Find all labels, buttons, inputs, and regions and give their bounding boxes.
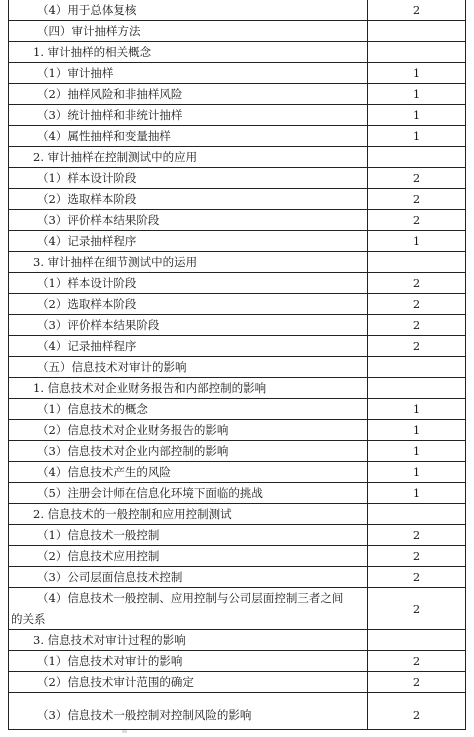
table-row bbox=[9, 357, 465, 378]
table-row bbox=[9, 231, 465, 252]
row-text: 3. 信息技术对审计过程的影响 bbox=[33, 633, 186, 647]
row-text: 3. 审计抽样在细节测试中的运用 bbox=[33, 255, 198, 269]
table-row bbox=[9, 672, 465, 693]
table-row bbox=[9, 399, 465, 420]
row-text: （1）样本设计阶段 bbox=[37, 276, 137, 290]
row-text: 2. 信息技术的一般控制和应用控制测试 bbox=[33, 507, 232, 521]
table-row bbox=[9, 588, 465, 630]
row-text: （3）评价样本结果阶段 bbox=[37, 213, 160, 227]
row-hours: 2 bbox=[412, 675, 421, 689]
table-row bbox=[9, 42, 465, 63]
row-text bbox=[9, 588, 367, 629]
row-text: （3）统计抽样和非统计抽样 bbox=[37, 108, 183, 122]
row-hours: 2 bbox=[412, 708, 421, 722]
row-hours: 2 bbox=[412, 297, 421, 311]
row-text: （五）信息技术对审计的影响 bbox=[37, 360, 187, 374]
row-text: 2. 审计抽样在控制测试中的应用 bbox=[33, 150, 198, 164]
table-row bbox=[9, 21, 465, 42]
table-row bbox=[9, 315, 465, 336]
table-row bbox=[9, 189, 465, 210]
row-text: （1）信息技术对审计的影响 bbox=[37, 654, 183, 668]
table-row bbox=[9, 483, 465, 504]
row-text: （四）审计抽样方法 bbox=[37, 24, 141, 38]
row-text: （1）信息技术的概念 bbox=[37, 402, 148, 416]
table-row bbox=[9, 147, 465, 168]
row-text: （2）选取样本阶段 bbox=[37, 192, 137, 206]
row-text: （4）用于总体复核 bbox=[37, 3, 137, 17]
row-hours: 1 bbox=[412, 486, 421, 500]
table-row bbox=[9, 105, 465, 126]
row-text: （2）抽样风险和非抽样风险 bbox=[37, 87, 183, 101]
row-text: （3）公司层面信息技术控制 bbox=[37, 570, 183, 584]
table-row bbox=[9, 252, 465, 273]
table-row bbox=[9, 651, 465, 672]
row-text: （4）记录抽样程序 bbox=[37, 339, 137, 353]
row-hours bbox=[368, 378, 465, 398]
row-hours bbox=[368, 42, 465, 62]
row-hours bbox=[368, 504, 465, 524]
row-hours: 1 bbox=[412, 234, 421, 248]
row-hours bbox=[368, 357, 465, 377]
row-hours: 1 bbox=[412, 465, 421, 479]
row-hours: 1 bbox=[412, 108, 421, 122]
row-text: （4）信息技术产生的风险 bbox=[37, 465, 171, 479]
row-text: （1）信息技术一般控制 bbox=[37, 528, 160, 542]
row-text-line1: （4）信息技术一般控制、应用控制与公司层面控制三者之间 bbox=[37, 591, 344, 605]
row-hours bbox=[368, 147, 465, 167]
row-hours: 1 bbox=[412, 66, 421, 80]
row-hours: 1 bbox=[412, 444, 421, 458]
table-row bbox=[9, 336, 465, 357]
table-row bbox=[9, 630, 465, 651]
row-text: （2）信息技术审计范围的确定 bbox=[37, 675, 194, 689]
row-hours: 1 bbox=[412, 402, 421, 416]
row-hours bbox=[368, 252, 465, 272]
table-row bbox=[9, 441, 465, 462]
table-row bbox=[9, 126, 465, 147]
table-row bbox=[9, 525, 465, 546]
row-text: （4）记录抽样程序 bbox=[37, 234, 137, 248]
table-row bbox=[9, 168, 465, 189]
row-text: （2）信息技术应用控制 bbox=[37, 549, 160, 563]
table-row bbox=[9, 546, 465, 567]
row-hours: 2 bbox=[412, 528, 421, 542]
table-row bbox=[9, 693, 465, 730]
row-text: （5）注册会计师在信息化环境下面临的挑战 bbox=[37, 486, 263, 500]
row-hours bbox=[368, 21, 465, 41]
row-hours: 2 bbox=[412, 213, 421, 227]
row-text: （4）属性抽样和变量抽样 bbox=[37, 129, 171, 143]
row-text: （3）信息技术一般控制对控制风险的影响 bbox=[37, 708, 252, 722]
row-hours: 2 bbox=[412, 171, 421, 185]
table-row bbox=[9, 567, 465, 588]
row-hours: 2 bbox=[412, 549, 421, 563]
table-row bbox=[9, 294, 465, 315]
row-hours: 2 bbox=[412, 318, 421, 332]
table-row bbox=[9, 0, 465, 21]
row-hours: 2 bbox=[412, 3, 421, 17]
table-row bbox=[9, 84, 465, 105]
table-row bbox=[9, 462, 465, 483]
table-row bbox=[9, 378, 465, 399]
table-row bbox=[9, 420, 465, 441]
table-row bbox=[9, 504, 465, 525]
row-hours: 2 bbox=[412, 339, 421, 353]
table-row bbox=[9, 210, 465, 231]
row-hours: 2 bbox=[412, 602, 421, 616]
row-text-line2: 的关系 bbox=[11, 612, 46, 626]
row-text: （1）审计抽样 bbox=[37, 66, 114, 80]
row-hours: 2 bbox=[412, 570, 421, 584]
row-hours: 2 bbox=[412, 192, 421, 206]
row-hours: 1 bbox=[412, 87, 421, 101]
row-hours: 1 bbox=[412, 129, 421, 143]
row-text: （2）信息技术对企业财务报告的影响 bbox=[37, 423, 229, 437]
row-hours: 2 bbox=[412, 276, 421, 290]
table-row bbox=[9, 273, 465, 294]
row-text: （1）样本设计阶段 bbox=[37, 171, 137, 185]
row-text: （2）选取样本阶段 bbox=[37, 297, 137, 311]
syllabus-table bbox=[8, 0, 466, 730]
row-hours: 2 bbox=[412, 654, 421, 668]
row-text: 1. 审计抽样的相关概念 bbox=[33, 45, 152, 59]
row-text: 1. 信息技术对企业财务报告和内部控制的影响 bbox=[33, 381, 267, 395]
row-hours bbox=[368, 630, 465, 650]
row-text: （3）信息技术对企业内部控制的影响 bbox=[37, 444, 229, 458]
row-text: （3）评价样本结果阶段 bbox=[37, 318, 160, 332]
table-row bbox=[9, 63, 465, 84]
row-hours: 1 bbox=[412, 423, 421, 437]
